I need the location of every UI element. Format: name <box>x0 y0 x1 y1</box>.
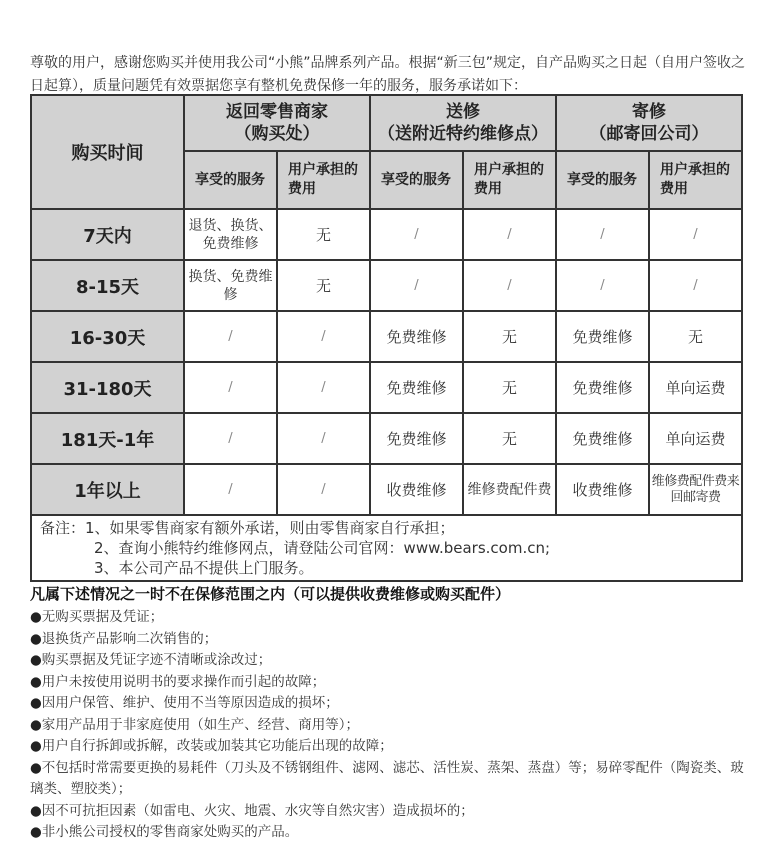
table-cell: 无 <box>463 311 556 362</box>
row-label: 31-180天 <box>31 362 184 413</box>
header-group-subtitle: （购买处） <box>234 124 320 144</box>
table-cell: / <box>463 209 556 260</box>
intro-paragraph: 尊敬的用户，感谢您购买并使用我公司“小熊”品牌系列产品。根据“新三包”规定，自产品购买之日起（自用户签收之日起算），质量问题凭有效票据您享有整机免费保修一年的服务，服务承诺如下： <box>30 55 746 94</box>
list-item: ●非小熊公司授权的零售商家处购买的产品。 <box>30 824 299 840</box>
table-row <box>31 311 742 362</box>
list-item: ●购买票据及凭证字迹不清晰或涂改过； <box>30 652 272 668</box>
table-cell: / <box>370 260 463 311</box>
table-cell: 换货、免费维修 <box>184 260 277 311</box>
table-cell: / <box>556 260 649 311</box>
header-group-mail-in <box>556 95 742 151</box>
table-row <box>31 464 742 515</box>
table-cell: / <box>277 413 370 464</box>
table-row <box>31 413 742 464</box>
table-cell: 维修费配件费来回邮寄费 <box>649 464 742 515</box>
table-cell: 免费维修 <box>556 311 649 362</box>
header-group-title: 返回零售商家 <box>226 102 328 122</box>
table-cell: 免费维修 <box>370 362 463 413</box>
bullet-icon: ● <box>30 673 42 690</box>
exclusions-list <box>30 607 750 844</box>
header-group-repair-center <box>370 95 556 151</box>
table-cell: / <box>184 362 277 413</box>
note-line: 3、本公司产品不提供上门服务。 <box>94 559 314 577</box>
table-cell: / <box>184 413 277 464</box>
header-group-retailer <box>184 95 370 151</box>
header-group-title: 寄修 <box>632 102 666 122</box>
row-label: 16-30天 <box>31 311 184 362</box>
table-cell: 无 <box>463 362 556 413</box>
bullet-icon: ● <box>30 652 42 668</box>
header-group-subtitle: （送附近特约维修点） <box>378 124 548 144</box>
note-line: 2、查询小熊特约维修网点，请登陆公司官网：www.bears.com.cn; <box>94 539 551 557</box>
row-label: 1年以上 <box>31 464 184 515</box>
subheader-service: 享受的服务 <box>370 151 463 209</box>
table-notes <box>31 515 742 581</box>
bullet-icon: ● <box>30 716 42 733</box>
list-item: ●用户自行拆卸或拆解，改装或加装其它功能后出现的故障； <box>30 738 393 754</box>
row-label: 8-15天 <box>31 260 184 311</box>
table-cell: 免费维修 <box>370 413 463 464</box>
table-cell: 免费维修 <box>556 413 649 464</box>
bullet-icon: ● <box>30 695 42 711</box>
header-group-subtitle: （邮寄回公司） <box>589 124 709 144</box>
table-cell: / <box>277 362 370 413</box>
table-cell: / <box>649 260 742 311</box>
subheader-cost: 用户承担的费用 <box>649 151 742 209</box>
subheader-cost: 用户承担的费用 <box>463 151 556 209</box>
table-cell: / <box>277 311 370 362</box>
table-row <box>31 209 742 260</box>
table-cell: 无 <box>463 413 556 464</box>
table-cell: 单向运费 <box>649 413 742 464</box>
warranty-table <box>30 94 743 582</box>
list-item: ●无购买票据及凭证； <box>30 609 164 625</box>
bullet-icon: ● <box>30 630 42 647</box>
subheader-service: 享受的服务 <box>556 151 649 209</box>
bullet-icon: ● <box>30 759 42 776</box>
note-line: 备注：1、如果零售商家有额外承诺，则由零售商家自行承担； <box>40 519 455 537</box>
table-cell: 免费维修 <box>556 362 649 413</box>
table-cell: 单向运费 <box>649 362 742 413</box>
list-item: ●用户未按使用说明书的要求操作而引起的故障； <box>30 673 326 690</box>
table-cell: / <box>184 464 277 515</box>
list-item: ●家用产品用于非家庭使用（如生产、经营、商用等）； <box>30 716 360 733</box>
table-cell: / <box>277 464 370 515</box>
bullet-icon: ● <box>30 738 42 754</box>
table-cell: 退货、换货、免费维修 <box>184 209 277 260</box>
table-row <box>31 260 742 311</box>
table-cell: 免费维修 <box>370 311 463 362</box>
bullet-icon: ● <box>30 802 42 819</box>
table-cell: / <box>649 209 742 260</box>
table-row <box>31 362 742 413</box>
table-cell: / <box>184 311 277 362</box>
exclusions-title: 凡属下述情况之一时不在保修范围之内（可以提供收费维修或购买配件） <box>30 585 511 603</box>
bullet-icon: ● <box>30 824 42 840</box>
bullet-icon: ● <box>30 609 42 625</box>
table-cell: 无 <box>277 260 370 311</box>
subheader-service: 享受的服务 <box>184 151 277 209</box>
table-cell: 无 <box>277 209 370 260</box>
list-item: ●退换货产品影响二次销售的； <box>30 630 218 647</box>
table-cell: 收费维修 <box>556 464 649 515</box>
subheader-cost: 用户承担的费用 <box>277 151 370 209</box>
row-label: 181天-1年 <box>31 413 184 464</box>
table-cell: / <box>556 209 649 260</box>
list-item: ●因用户保管、维护、使用不当等原因造成的损坏； <box>30 695 339 711</box>
table-cell: 维修费配件费 <box>463 464 556 515</box>
row-label: 7天内 <box>31 209 184 260</box>
table-cell: / <box>463 260 556 311</box>
header-purchase-time: 购买时间 <box>31 95 184 209</box>
table-cell: / <box>370 209 463 260</box>
header-group-title: 送修 <box>446 102 480 122</box>
table-cell: 收费维修 <box>370 464 463 515</box>
table-cell: 无 <box>649 311 742 362</box>
list-item: ●不包括时常需要更换的易耗件（刀头及不锈钢组件、滤网、滤芯、活性炭、蒸架、蒸盘）等；易碎零配件（陶瓷类、玻璃类、塑胶类）； <box>30 759 744 797</box>
list-item: ●因不可抗拒因素（如雷电、火灾、地震、水灾等自然灾害）造成损坏的； <box>30 802 474 819</box>
